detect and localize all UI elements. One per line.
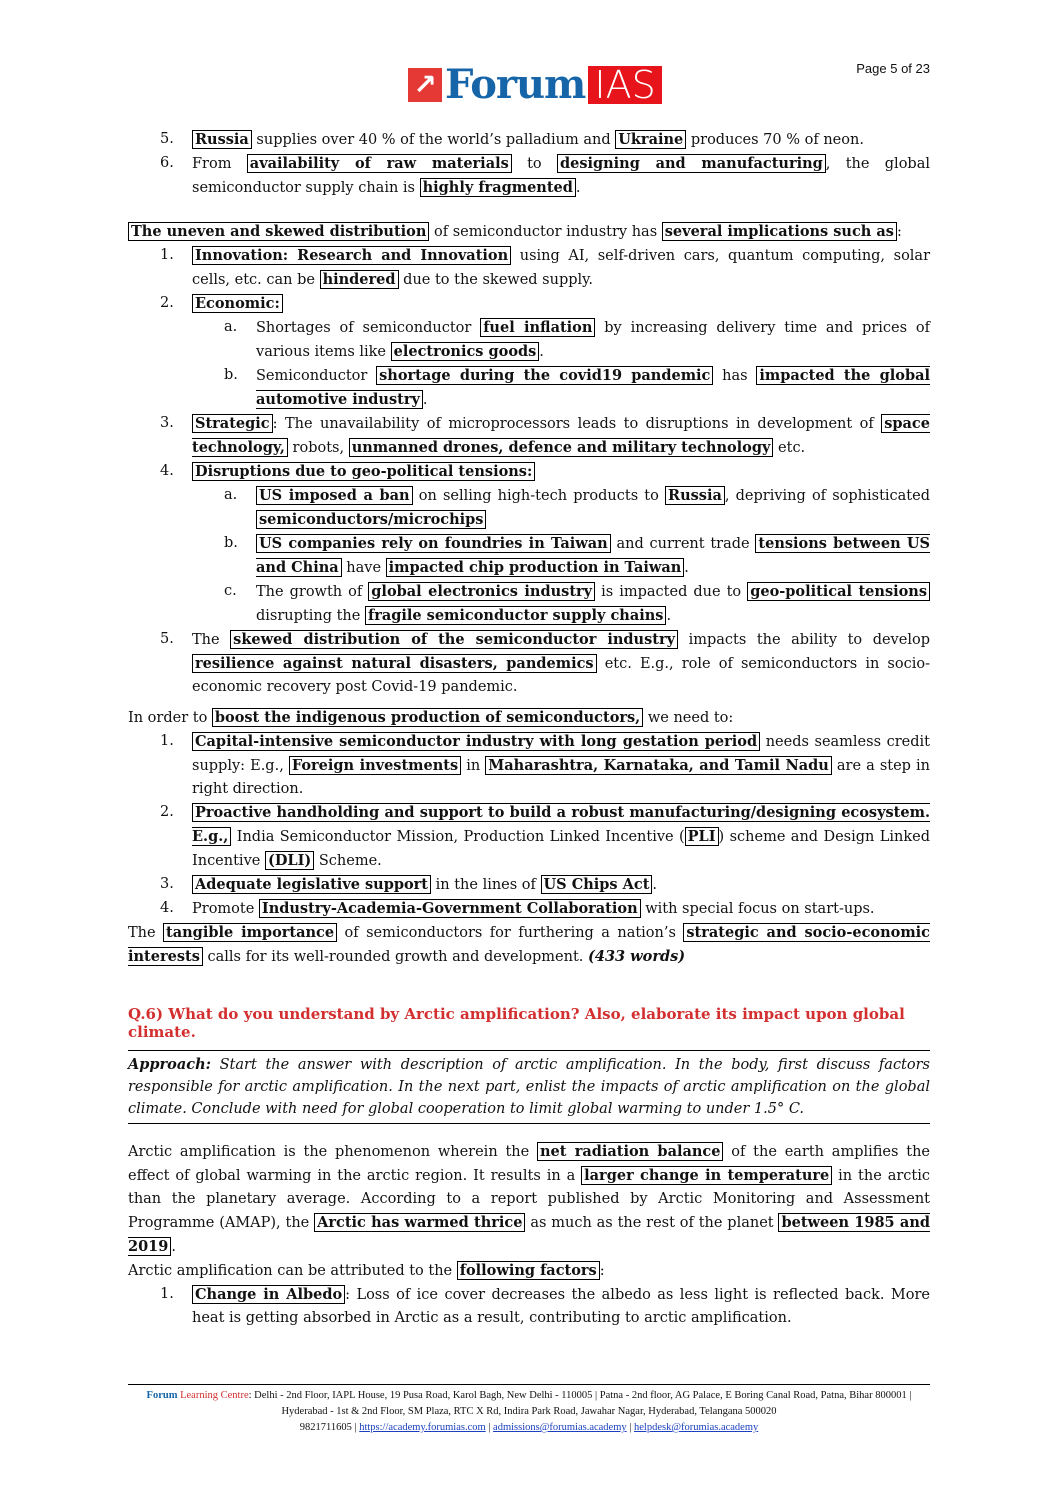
highlighted-keyword: availability of raw materials: [247, 154, 512, 173]
highlighted-keyword: US Chips Act: [541, 875, 653, 894]
paragraph: [128, 1140, 930, 1259]
text-run: impacts the ability to develop: [678, 632, 930, 648]
text-run: etc. E.g., role of semiconductors in socio-economic recovery post Covid-19 pandemic.: [192, 656, 930, 695]
text-run: to: [511, 156, 557, 172]
highlighted-keyword: Russia: [665, 486, 725, 505]
text-run: due to the skewed supply.: [398, 272, 594, 288]
highlighted-keyword: designing and manufacturing: [557, 154, 826, 173]
text-run: The: [128, 925, 164, 941]
text-run: calls for its well-rounded growth and development.: [202, 949, 588, 965]
list-item: [128, 580, 930, 628]
text-run: in the arctic than the planetary average. According to a report published by Arctic Monitoring and Assessment Programme (AMAP), the: [128, 1168, 930, 1231]
list-item: [128, 412, 930, 460]
text-run: has: [713, 368, 757, 384]
highlighted-keyword: larger change in temperature: [581, 1166, 832, 1185]
footer-brand-sub: Learning Centre: [180, 1390, 249, 1401]
logo-ias-text: IAS: [588, 66, 661, 104]
list-item: [128, 532, 930, 580]
paragraph: [128, 1259, 930, 1283]
highlighted-keyword: fragile semiconductor supply chains: [365, 606, 667, 625]
list-item: [128, 244, 930, 292]
footer-sep: :: [248, 1390, 252, 1401]
highlighted-keyword: net radiation balance: [537, 1142, 723, 1161]
text-run: .: [539, 344, 544, 360]
list-item: [128, 628, 930, 699]
list-number: b.: [224, 367, 238, 383]
list-number: 5.: [160, 131, 174, 147]
list-number: 1.: [160, 733, 174, 749]
highlighted-keyword: tangible importance: [163, 923, 337, 942]
list-number: 3.: [160, 415, 174, 431]
highlighted-keyword: Economic:: [192, 294, 283, 313]
arrow-icon: ↗: [408, 68, 442, 102]
list-item: [128, 292, 930, 316]
text-run: : Loss of ice cover decreases the albedo as less light is reflected back. More heat is getting absorbed in Arctic as a result, contributing to arctic amplification.: [192, 1287, 930, 1326]
highlighted-keyword: shortage during the covid19 pandemic: [376, 366, 713, 385]
list-item: [128, 128, 930, 152]
list-number: 1.: [160, 247, 174, 263]
highlighted-keyword: (DLI): [265, 851, 314, 870]
text-run: is impacted due to: [595, 584, 748, 600]
highlighted-keyword: Russia: [192, 130, 252, 149]
text-run: have: [341, 560, 386, 576]
text-run: Promote: [192, 901, 259, 917]
list-number: 6.: [160, 155, 174, 171]
highlighted-keyword: impacted the global automotive industry: [256, 367, 930, 408]
text-run: , the global semiconductor supply chain is: [192, 156, 930, 196]
text-run: by increasing delivery time and prices of various items like: [256, 320, 930, 360]
list-item: [128, 1283, 930, 1330]
highlighted-keyword: Adequate legislative support: [192, 875, 431, 894]
list-item: [128, 801, 930, 873]
highlighted-keyword: Strategic: [192, 414, 273, 433]
footer-brand: Forum: [146, 1390, 178, 1401]
highlighted-keyword: highly fragmented: [420, 178, 576, 197]
list-item: [128, 873, 930, 897]
text-run: Semiconductor: [256, 368, 377, 384]
question-heading: Q.6) What do you understand by Arctic amplification? Also, elaborate its impact upon global climate.: [128, 1005, 905, 1041]
highlighted-keyword: US imposed a ban: [256, 486, 413, 505]
highlighted-keyword: following factors: [457, 1261, 600, 1280]
list-item: [128, 364, 930, 412]
approach-label: Approach:: [128, 1056, 211, 1073]
list-number: 2.: [160, 295, 174, 311]
text-run: .: [684, 560, 689, 576]
list-number: a.: [224, 319, 238, 335]
highlighted-keyword: Capital-intensive semiconductor industry with long gestation period: [192, 732, 760, 751]
text-run: using AI, self-driven cars, quantum computing, solar cells, etc. can be: [192, 248, 931, 288]
list-number: 5.: [160, 631, 174, 647]
text-run: Arctic amplification can be attributed to the: [128, 1263, 457, 1279]
admissions-email-link[interactable]: admissions@forumias.academy: [493, 1422, 627, 1433]
website-link[interactable]: https://academy.forumias.com: [359, 1422, 486, 1433]
footer-address: Delhi - 2nd Floor, IAPL House, 19 Pusa Road, Karol Bagh, New Delhi - 110005 | Patna - 2nd floor, AG Palace, E Boring Canal Road, Patna, Bihar 800001 | Hyderabad - 1st & 2nd Floor, SM Plaza, RTC X Rd, Indira Park Road, Jawahar Nagar, Hyderabad, Telangana 500020: [254, 1390, 912, 1417]
list-item: [128, 316, 930, 364]
footer: Forum Learning Centre: Delhi - 2nd Floor, IAPL House, 19 Pusa Road, Karol Bagh, New Delhi - 110005 | Patna - 2nd floor, AG Palace, E Boring Canal Road, Patna, Bihar 800001 | Hyderabad - 1st & 2nd Floor, SM Plaza, RTC X Rd, Indira Park Road, Jawahar Nagar, Hyderabad, Telangana 500020 9821711605 | https://academy.forumias.com | admissions@forumias.academy | helpdesk@forumias.academy: [128, 1384, 930, 1436]
approach-text: Start the answer with description of arctic amplification. In the body, first discuss factors responsible for arctic amplification. In the next part, enlist the impacts of arctic amplification on the global climate. Conclude with need for global cooperation to limit global warming to under 1.5° C.: [128, 1057, 930, 1117]
list-item: [128, 484, 930, 532]
highlighted-keyword: several implications such as: [662, 222, 897, 241]
text-run: Arctic amplification is the phenomenon wherein the: [128, 1144, 537, 1160]
section-supply-chain: [128, 128, 930, 200]
text-run: Shortages of semiconductor: [256, 320, 481, 336]
list-number: 4.: [160, 463, 174, 479]
approach-box: [128, 1050, 930, 1124]
list-item: [128, 152, 930, 200]
text-run: In order to: [128, 710, 212, 726]
text-run: we need to:: [643, 710, 734, 726]
text-run: India Semiconductor Mission, Production Linked Incentive (: [231, 829, 685, 845]
highlighted-keyword: resilience against natural disasters, pandemics: [192, 654, 597, 673]
list-number: a.: [224, 487, 238, 503]
list-number: 4.: [160, 900, 174, 916]
text-run: and current trade: [610, 536, 756, 552]
highlighted-keyword: Arctic has warmed thrice: [314, 1213, 525, 1232]
text-run: ) scheme and Design Linked Incentive: [192, 829, 930, 869]
paragraph: [128, 706, 930, 730]
highlighted-keyword: strategic and socio-economic interests: [128, 924, 930, 965]
text-run: Scheme.: [314, 853, 382, 869]
text-run: etc.: [773, 440, 806, 456]
text-run: needs seamless credit supply: E.g.,: [192, 734, 930, 774]
highlighted-keyword: semiconductors/microchips: [256, 510, 486, 529]
text-run: From: [192, 156, 247, 172]
text-run: of semiconductor industry has: [429, 224, 662, 240]
highlighted-keyword: The uneven and skewed distribution: [128, 222, 429, 241]
list-number: 1.: [160, 1286, 174, 1302]
list-item: [128, 897, 930, 921]
highlighted-keyword: Change in Albedo: [192, 1285, 345, 1304]
forumias-logo: [408, 61, 662, 108]
text-run: as much as the rest of the planet: [525, 1215, 779, 1231]
highlighted-keyword: fuel inflation: [480, 318, 595, 337]
highlighted-keyword: boost the indigenous production of semiconductors,: [212, 708, 643, 727]
highlighted-keyword: between 1985 and 2019: [128, 1214, 930, 1255]
section-measures: [128, 706, 930, 969]
text-run: produces 70 % of neon.: [686, 132, 864, 148]
word-count: (433 words): [588, 948, 686, 965]
highlighted-keyword: geo-political tensions: [747, 582, 930, 601]
list-number: c.: [224, 583, 237, 599]
highlighted-keyword: Industry-Academia-Government Collaboration: [259, 899, 641, 918]
text-run: of the earth amplifies the effect of global warming in the arctic region. It results in a: [128, 1144, 930, 1184]
highlighted-keyword: Disruptions due to geo-political tensions:: [192, 462, 535, 481]
highlighted-keyword: Foreign investments: [289, 756, 461, 775]
logo-forum-text: Forum: [445, 61, 586, 108]
text-run: The: [192, 632, 231, 648]
text-run: .: [666, 608, 672, 624]
list-item: [128, 460, 930, 484]
helpdesk-email-link[interactable]: helpdesk@forumias.academy: [634, 1422, 759, 1433]
section-arctic: [128, 1140, 930, 1330]
highlighted-keyword: hindered: [320, 270, 399, 289]
highlighted-keyword: Ukraine: [615, 130, 686, 149]
page-number: Page 5 of 23: [856, 61, 930, 76]
text-run: The growth of: [256, 584, 369, 600]
list-number: 3.: [160, 876, 174, 892]
text-run: disrupting the: [256, 608, 365, 624]
list-number: b.: [224, 535, 238, 551]
text-run: on selling high-tech products to: [412, 488, 666, 504]
highlighted-keyword: electronics goods: [391, 342, 540, 361]
text-run: : The unavailability of microprocessors leads to disruptions in development of: [272, 416, 882, 432]
text-run: supplies over 40 % of the world’s palladium and: [251, 132, 616, 148]
text-run: are a step in right direction.: [192, 758, 930, 797]
text-run: :: [896, 224, 902, 240]
text-run: :: [599, 1263, 605, 1279]
highlighted-keyword: global electronics industry: [368, 582, 595, 601]
text-run: .: [652, 877, 658, 893]
highlighted-keyword: PLI: [685, 827, 719, 846]
highlighted-keyword: Proactive handholding and support to build a robust manufacturing/designing ecosystem. E.g.,: [192, 804, 930, 845]
text-run: with special focus on start-ups.: [640, 901, 875, 917]
text-run: robots,: [287, 440, 349, 456]
paragraph: [128, 220, 930, 244]
text-run: in: [461, 758, 486, 774]
highlighted-keyword: skewed distribution of the semiconductor industry: [230, 630, 678, 649]
text-run: , depriving of sophisticated: [724, 488, 930, 504]
highlighted-keyword: tensions between US and China: [256, 535, 931, 576]
list-number: 2.: [160, 804, 174, 820]
text-run: .: [422, 392, 428, 408]
highlighted-keyword: Maharashtra, Karnataka, and Tamil Nadu: [485, 756, 832, 775]
text-run: of semiconductors for furthering a nation’s: [337, 925, 684, 941]
footer-phone: 9821711605: [299, 1422, 352, 1433]
text-run: in the lines of: [431, 877, 541, 893]
text-run: .: [575, 180, 581, 196]
highlighted-keyword: impacted chip production in Taiwan: [386, 558, 685, 577]
highlighted-keyword: US companies rely on foundries in Taiwan: [256, 534, 611, 553]
section-implications: [128, 220, 930, 699]
highlighted-keyword: unmanned drones, defence and military technology: [349, 438, 774, 457]
list-item: [128, 730, 930, 801]
highlighted-keyword: space technology,: [192, 415, 930, 456]
text-run: .: [171, 1239, 176, 1255]
highlighted-keyword: Innovation: Research and Innovation: [192, 246, 511, 265]
paragraph: [128, 921, 930, 969]
